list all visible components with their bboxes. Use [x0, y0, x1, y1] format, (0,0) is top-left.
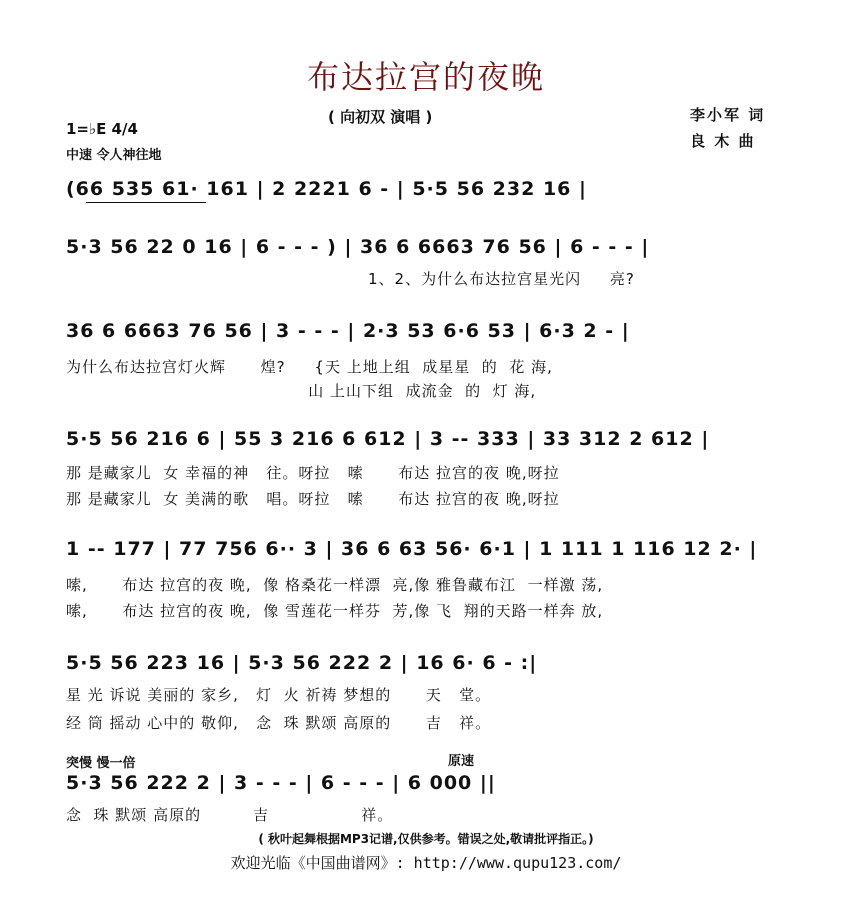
lyric-row-3-line-1: 为什么布达拉宫灯火辉 煌? {天 上地上组 成星星 的 花 海,: [66, 358, 553, 376]
lyric-row-3-line-2: 山 上山下组 成流金 的 灯 海,: [66, 382, 537, 400]
key-signature: 1=♭E 4/4: [66, 120, 138, 138]
notation-row-6: 5·5 56 223 16 | 5·3 56 222 2 | 16 6· 6 - :|: [66, 652, 538, 674]
composer-credit: 良 木 曲: [690, 132, 756, 150]
notation-row-2: 5·3 56 22 0 16 | 6 - - - ) | 36 6 6663 76 56 | 6 - - - |: [66, 236, 650, 258]
tempo-marking: 中速 令人神往地: [66, 148, 162, 163]
beam-line: [86, 202, 206, 203]
lyric-row-6-line-2: 经 筒 摇动 心中的 敬仰, 念 珠 默颂 高原的 吉 祥。: [66, 714, 492, 732]
transcriber-note: ( 秋叶起舞根据MP3记谱,仅供参考。错误之处,敬请批评指正。): [258, 832, 594, 846]
notation-row-3: 36 6 6663 76 56 | 3 - - - | 2·3 53 6·6 53 | 6·3 2 - |: [66, 320, 630, 342]
lyricist-credit: 李小军 词: [690, 106, 766, 124]
website-footer: 欢迎光临《中国曲谱网》: http://www.qupu123.com/: [230, 854, 622, 872]
lyric-row-5-line-2: 嗦, 布达 拉宫的夜 晚, 像 雪莲花一样芬 芳,像 飞 翔的天路一样奔 放,: [66, 602, 604, 620]
song-title: 布达拉宫的夜晚: [306, 58, 545, 96]
lyric-row-7-line-1: 念 珠 默颂 高原的 吉 祥。: [66, 806, 394, 824]
lyric-row-4-line-1: 那 是藏家儿 女 幸福的神 往。呀拉 嗦 布达 拉宫的夜 晚,呀拉: [66, 464, 560, 482]
lyric-row-6-line-1: 星 光 诉说 美丽的 家乡, 灯 火 祈祷 梦想的 天 堂。: [66, 686, 492, 704]
notation-row-1: (66 535 61· 161 | 2 2221 6 - | 5·5 56 232 16 |: [66, 178, 587, 200]
tempo-change-slow: 突慢 慢一倍: [66, 756, 136, 771]
singer-credit: ( 向初双 演唱 ): [328, 108, 433, 126]
notation-row-4: 5·5 56 216 6 | 55 3 216 6 612 | 3 -- 333 | 33 312 2 612 |: [66, 428, 710, 450]
notation-row-5: 1 -- 177 | 77 756 6·· 3 | 36 6 63 56· 6·1 | 1 111 1 116 12 2· |: [66, 538, 758, 560]
lyric-row-2-line-1: 1、2、为什么布达拉宫星光闪 亮?: [368, 270, 635, 288]
lyric-row-5-line-1: 嗦, 布达 拉宫的夜 晚, 像 格桑花一样漂 亮,像 雅鲁藏布江 一样激 荡,: [66, 576, 604, 594]
tempo-change-original: 原速: [448, 754, 475, 769]
lyric-row-4-line-2: 那 是藏家儿 女 美满的歌 唱。呀拉 嗦 布达 拉宫的夜 晚,呀拉: [66, 490, 560, 508]
notation-row-7: 5·3 56 222 2 | 3 - - - | 6 - - - | 6 000 ||: [66, 772, 496, 794]
